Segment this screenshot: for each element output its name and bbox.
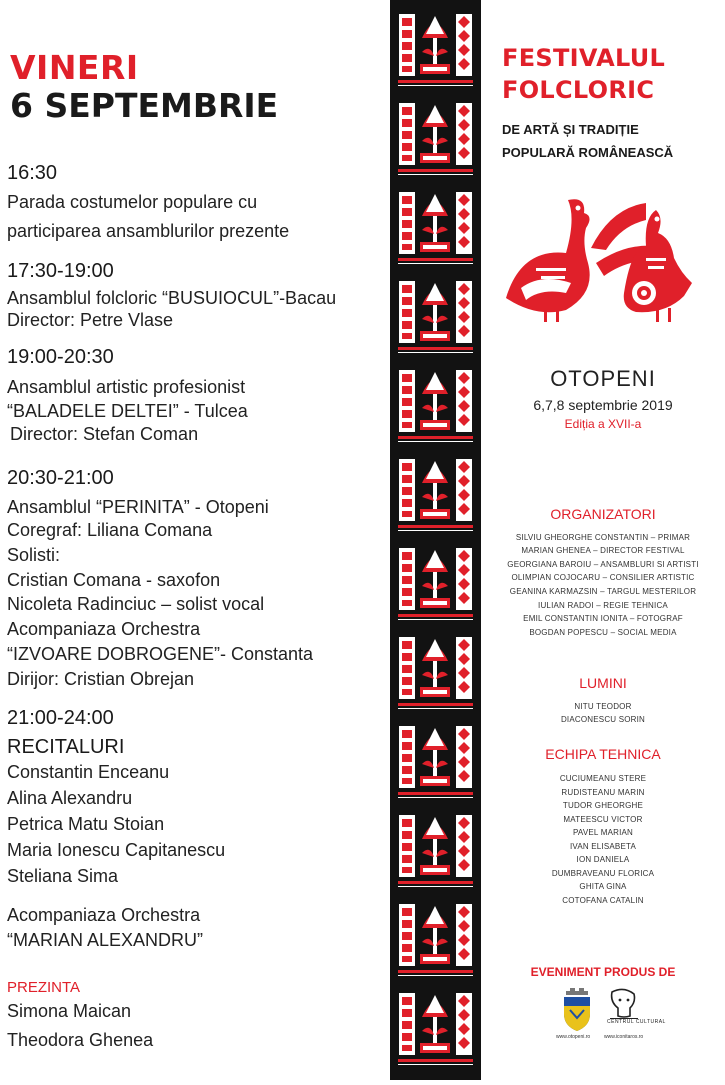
slot-line: Director: Stefan Coman [10,424,199,444]
slot-line: “BALADELE DELTEI” - Tulcea [7,401,248,421]
tech-name: GHITA GINA [579,882,627,891]
folk-motif-tile [398,815,473,887]
organizer-name: SILVIU GHEORGHE CONSTANTIN – PRIMAR [515,533,691,542]
folk-motif-tile [398,370,473,442]
day-heading: VINERI [10,48,139,87]
slot-time: 19:00-20:30 [7,346,114,368]
slot-line: Alina Alexandru [7,788,133,808]
organizer-name: GEANINA KARMAZSIN – TARGUL MESTERILOR [509,587,697,596]
slot-line: Director: Petre Vlase [7,310,174,330]
tech-name: RUDISTEANU MARIN [561,788,645,797]
slot-time: 17:30-19:00 [7,260,114,282]
tech-name: IVAN ELISABETA [569,842,637,851]
slot-line: Coregraf: Liliana Comana [7,520,213,540]
slot-line: Nicoleta Radinciuc – solist vocal [7,594,265,614]
folk-motif-tile [398,637,473,709]
festival-subtitle-line-2: POPULARĂ ROMÂNEASCĂ [502,145,674,160]
tech-team-title: ECHIPA TEHNICA [545,746,661,762]
folk-motif-tile [398,459,473,531]
slot-line: Steliana Sima [7,866,119,886]
festival-subtitle-line-1: DE ARTĂ ȘI TRADIȚIE [502,122,639,137]
lights-title: LUMINI [579,675,627,691]
slot-line: Ansamblul folcloric “BUSUIOCUL”-Bacau [7,288,337,308]
otopeni-coat-of-arms-icon [562,988,592,1032]
folk-motif-tile [398,993,473,1065]
slot-line: participarea ansamblurilor prezente [7,221,290,241]
folk-motif-tile [398,726,473,798]
presenter-name: Theodora Ghenea [7,1030,154,1050]
slot-time: 16:30 [7,162,58,184]
slot-line: Solisti: [7,545,61,565]
organizer-name: OLIMPIAN COJOCARU – CONSILIER ARTISTIC [511,573,695,582]
tech-name: MATEESCU VICTOR [563,815,643,824]
tech-name: ION DANIELA [576,855,630,864]
organizer-name: MARIAN GHENEA – DIRECTOR FESTIVAL [521,546,685,555]
organizer-name: BOGDAN POPESCU – SOCIAL MEDIA [529,628,677,637]
organizers-title: ORGANIZATORI [550,506,656,522]
slot-line: Petrica Matu Stoian [7,814,165,834]
tech-name: CUCIUMEANU STERE [559,774,647,783]
slot-line: Cristian Comana - saxofon [7,570,221,590]
folk-birds-emblem-icon [496,188,696,328]
cultural-center-url: www.iconitaros.ro [604,1034,644,1040]
folk-motif-tile [398,192,473,264]
orchestra-line: “MARIAN ALEXANDRU” [7,930,204,950]
cultural-center-logo-text: CENTRUL CULTURAL [607,1019,666,1025]
festival-title-line-2: FOLCLORIC [502,76,655,104]
slot-line: Dirijor: Cristian Obrejan [7,669,195,689]
orchestra-line: Acompaniaza Orchestra [7,905,201,925]
slot-line: Ansamblul “PERINITA” - Otopeni [7,497,269,517]
slot-line: Parada costumelor populare cu [7,192,258,212]
festival-edition: Ediția a XVII-a [564,417,642,431]
lights-name: DIACONESCU SORIN [560,715,646,724]
festival-dates: 6,7,8 septembrie 2019 [533,397,673,413]
slot-line: Ansamblul artistic profesionist [7,377,246,397]
tech-name: COTOFANA CATALIN [562,896,644,905]
folk-motif-tile [398,14,473,86]
organizer-name: GEORGIANA BAROIU – ANSAMBLURI SI ARTISTI [507,560,699,569]
location: OTOPENI [550,366,656,391]
producer-title: EVENIMENT PRODUS DE [530,965,676,979]
folk-motif-tile [398,281,473,353]
slot-line: Constantin Enceanu [7,762,170,782]
organizer-name: IULIAN RADOI – REGIE TEHNICA [538,601,668,610]
tech-name: PAVEL MARIAN [572,828,634,837]
lights-name: NITU TEODOR [574,702,632,711]
folk-motif-tile [398,548,473,620]
folk-motif-pattern [390,0,481,1080]
tech-name: DUMBRAVEANU FLORICA [551,869,655,878]
tech-name: TUDOR GHEORGHE [562,801,644,810]
slot-time: 21:00-24:00 [7,707,114,729]
presenter-label: PREZINTA [7,979,81,996]
otopeni-url: www.otopeni.ro [556,1034,591,1040]
presenter-name: Simona Maican [7,1001,132,1021]
folk-motif-tile [398,904,473,976]
slot-line: Acompaniaza Orchestra [7,619,201,639]
slot-time: 20:30-21:00 [7,467,114,489]
festival-title-line-1: FESTIVALUL [502,44,666,72]
recital-heading: RECITALURI [7,736,125,758]
folk-motif-tile [398,103,473,175]
folk-pattern-strip [390,0,481,1080]
slot-line: “IZVOARE DOBROGENE”- Constanta [7,644,314,664]
organizer-name: EMIL CONSTANTIN IONITA – FOTOGRAF [523,614,683,623]
date-heading: 6 SEPTEMBRIE [10,86,279,125]
slot-line: Maria Ionescu Capitanescu [7,840,226,860]
